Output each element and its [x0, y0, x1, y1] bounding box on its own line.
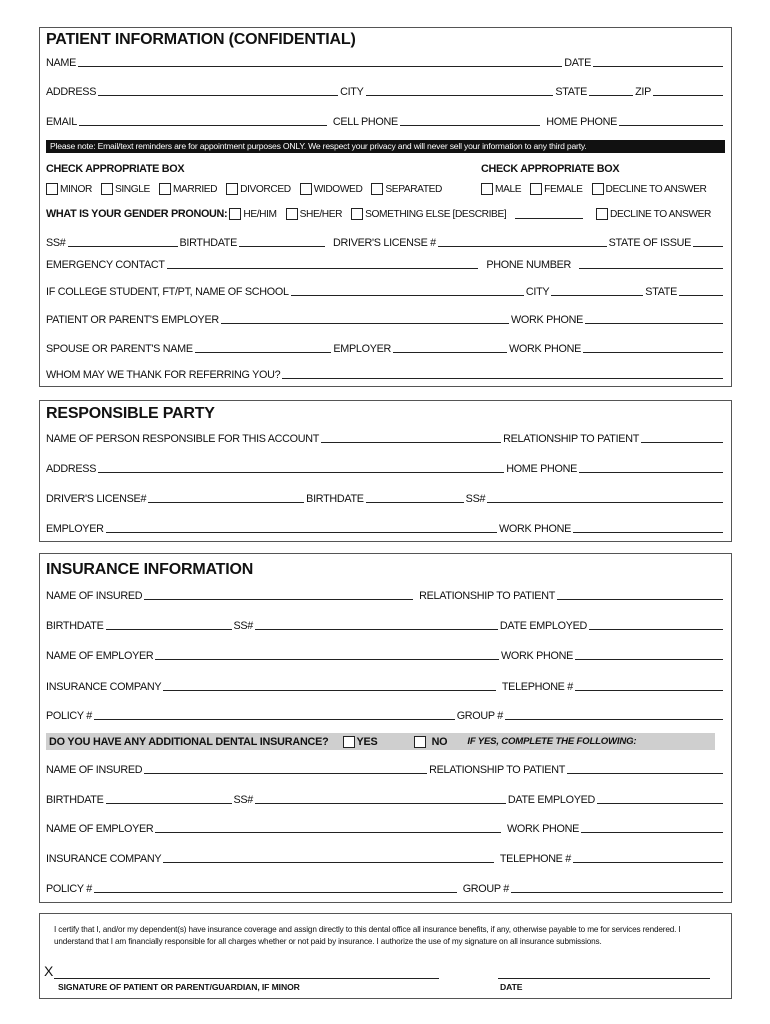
employer-field[interactable]	[221, 323, 509, 324]
city-label: CITY	[340, 86, 364, 98]
insured-employer-label: NAME OF EMPLOYER	[46, 650, 154, 662]
insured-ss-field[interactable]	[255, 629, 498, 630]
responsible-name-label: NAME OF PERSON RESPONSIBLE FOR THIS ACCOUNT	[46, 433, 320, 445]
college-city-field[interactable]	[551, 295, 643, 296]
name-label: NAME	[46, 57, 76, 69]
checkbox-widowed[interactable]	[300, 183, 363, 195]
checkbox-additional-no[interactable]	[414, 736, 448, 748]
insured-date-employed-label: DATE EMPLOYED	[499, 620, 587, 632]
insurance2-telephone-field[interactable]	[573, 862, 723, 863]
cell-phone-field[interactable]	[400, 125, 540, 126]
additional-insurance-question: DO YOU HAVE ANY ADDITIONAL DENTAL INSURANCE?	[49, 735, 329, 748]
responsible-section-title: RESPONSIBLE PARTY	[46, 405, 215, 422]
insurance-policy-label: POLICY #	[46, 710, 93, 722]
checkbox-married[interactable]	[159, 183, 217, 195]
checkbox-square-icon[interactable]	[286, 208, 298, 220]
checkbox-pronoun-decline[interactable]	[596, 208, 711, 220]
insured2-date-employed-field[interactable]	[597, 803, 723, 804]
insurance2-policy-field[interactable]	[94, 892, 457, 893]
insurance-telephone-field[interactable]	[575, 690, 723, 691]
responsible-birthdate-field[interactable]	[366, 502, 464, 503]
checkbox-additional-yes[interactable]	[343, 736, 378, 748]
responsible-ss-label: SS#	[465, 493, 486, 505]
phone-number-label: PHONE NUMBER	[486, 259, 571, 271]
checkbox-label: SEPARATED	[385, 183, 442, 195]
phone-number-field[interactable]	[579, 268, 723, 269]
ss-field[interactable]	[68, 246, 178, 247]
checkbox-square-icon[interactable]	[300, 183, 312, 195]
drivers-license-label: DRIVER'S LICENSE #	[333, 237, 436, 249]
insured2-name-row	[46, 762, 725, 776]
checkbox-square-icon[interactable]	[46, 183, 58, 195]
responsible-address-label: ADDRESS	[46, 463, 97, 475]
referral-label: WHOM MAY WE THANK FOR REFERRING YOU?	[46, 369, 281, 381]
insured2-relationship-field[interactable]	[567, 773, 723, 774]
insured2-date-employed-label: DATE EMPLOYED	[507, 794, 595, 806]
email-field[interactable]	[79, 125, 327, 126]
spouse-name-field[interactable]	[195, 352, 332, 353]
checkbox-square-icon[interactable]	[343, 736, 355, 748]
insured2-birthdate-field[interactable]	[106, 803, 232, 804]
responsible-relationship-field[interactable]	[641, 442, 723, 443]
emergency-contact-label: EMERGENCY CONTACT	[46, 259, 165, 271]
checkbox-he-him[interactable]	[229, 208, 276, 220]
insurance-company-label: INSURANCE COMPANY	[46, 681, 162, 693]
insurance-policy-row	[46, 708, 725, 722]
name-field[interactable]	[78, 66, 562, 67]
insurance-policy-field[interactable]	[94, 719, 455, 720]
checkbox-label: HE/HIM	[243, 208, 277, 220]
responsible-address-field[interactable]	[98, 472, 504, 473]
checkbox-label: SOMETHING ELSE [DESCRIBE]	[365, 208, 507, 220]
signature-label: SIGNATURE OF PATIENT OR PARENT/GUARDIAN, IF MINOR	[58, 982, 300, 992]
patient-information-section	[39, 27, 732, 387]
pronoun-decline-option	[596, 207, 711, 221]
insurance-company-field[interactable]	[163, 690, 496, 691]
signature-field[interactable]	[54, 978, 439, 979]
checkbox-something-else[interactable]	[351, 208, 506, 220]
insurance2-company-label: INSURANCE COMPANY	[46, 853, 162, 865]
insured2-employer-field[interactable]	[155, 832, 501, 833]
certification-section	[39, 913, 732, 999]
cell-phone-label: CELL PHONE	[332, 116, 398, 128]
gender-options	[481, 182, 706, 196]
pronoun-options	[46, 207, 583, 221]
responsible-work-phone-label: WORK PHONE	[499, 523, 571, 535]
responsible-name-row	[46, 431, 725, 445]
birthdate-label: BIRTHDATE	[179, 237, 238, 249]
privacy-notice: Please note: Email/text reminders are for appointment purposes ONLY. We respect your privacy and will never sell your information to any third party.	[46, 140, 725, 153]
spouse-work-phone-label: WORK PHONE	[509, 343, 581, 355]
insurance2-policy-label: POLICY #	[46, 883, 93, 895]
checkbox-separated[interactable]	[371, 183, 442, 195]
responsible-employer-field[interactable]	[106, 532, 497, 533]
insured-name-field[interactable]	[144, 599, 413, 600]
checkbox-square-icon[interactable]	[101, 183, 113, 195]
checkbox-square-icon[interactable]	[530, 183, 542, 195]
city-field[interactable]	[366, 95, 554, 96]
checkbox-label: DIVORCED	[240, 183, 291, 195]
responsible-employer-row	[46, 521, 725, 535]
checkbox-minor[interactable]	[46, 183, 92, 195]
date-label: DATE	[564, 57, 591, 69]
responsible-work-phone-field[interactable]	[573, 532, 723, 533]
insured2-employer-row	[46, 821, 725, 835]
employer-label: PATIENT OR PARENT'S EMPLOYER	[46, 314, 219, 326]
insurance2-company-field[interactable]	[163, 862, 494, 863]
insured-work-phone-label: WORK PHONE	[501, 650, 573, 662]
insurance-section-title: INSURANCE INFORMATION	[46, 561, 254, 578]
checkbox-label: YES	[356, 735, 378, 748]
insured-ss-label: SS#	[233, 620, 254, 632]
responsible-home-phone-field[interactable]	[579, 472, 723, 473]
checkbox-label: SHE/HER	[299, 208, 343, 220]
additional-insurance-bar	[46, 733, 715, 750]
college-field[interactable]	[291, 295, 524, 296]
insured-birthdate-row	[46, 618, 725, 632]
checkbox-square-icon[interactable]	[371, 183, 383, 195]
insured2-birthdate-label: BIRTHDATE	[46, 794, 104, 806]
signature-date-label: DATE	[500, 982, 523, 992]
marital-status-options	[46, 182, 451, 196]
insurance2-policy-row	[46, 881, 725, 895]
state-of-issue-field[interactable]	[693, 246, 723, 247]
checkbox-label: DECLINE TO ANSWER	[605, 183, 707, 195]
insured-birthdate-label: BIRTHDATE	[46, 620, 104, 632]
insured2-birthdate-row	[46, 792, 725, 806]
referral-row	[46, 367, 725, 381]
home-phone-label: HOME PHONE	[546, 116, 617, 128]
checkbox-square-icon[interactable]	[226, 183, 238, 195]
checkbox-square-icon[interactable]	[159, 183, 171, 195]
address-row	[46, 84, 725, 98]
checkbox-label: MINOR	[60, 183, 92, 195]
pronoun-label: WHAT IS YOUR GENDER PRONOUN:	[46, 208, 228, 220]
checkbox-square-icon[interactable]	[229, 208, 241, 220]
checkbox-square-icon[interactable]	[414, 736, 426, 748]
check-box-header-left: CHECK APPROPRIATE BOX	[46, 163, 185, 175]
checkbox-male[interactable]	[481, 183, 521, 195]
insured2-ss-label: SS#	[233, 794, 254, 806]
insured2-ss-field[interactable]	[255, 803, 506, 804]
name-date-row	[46, 55, 725, 69]
ss-label: SS#	[46, 237, 66, 249]
spouse-work-phone-field[interactable]	[583, 352, 723, 353]
spouse-employer-label: EMPLOYER	[333, 343, 392, 355]
checkbox-square-icon[interactable]	[592, 183, 604, 195]
insured-employer-row	[46, 648, 725, 662]
spouse-employer-field[interactable]	[393, 352, 507, 353]
college-state-field[interactable]	[679, 295, 723, 296]
insured2-relationship-label: RELATIONSHIP TO PATIENT	[429, 764, 565, 776]
insurance2-group-label: GROUP #	[462, 883, 509, 895]
responsible-license-label: DRIVER'S LICENSE#	[46, 493, 147, 505]
checkbox-square-icon[interactable]	[596, 208, 608, 220]
checkbox-female[interactable]	[530, 183, 582, 195]
responsible-name-field[interactable]	[321, 442, 501, 443]
insured-name-label: NAME OF INSURED	[46, 590, 143, 602]
insured-name-row	[46, 588, 725, 602]
responsible-employer-label: EMPLOYER	[46, 523, 104, 535]
zip-field[interactable]	[653, 95, 723, 96]
responsible-party-section	[39, 400, 732, 542]
insurance-group-label: GROUP #	[456, 710, 503, 722]
zip-label: ZIP	[635, 86, 651, 98]
checkbox-square-icon[interactable]	[351, 208, 363, 220]
checkbox-square-icon[interactable]	[481, 183, 493, 195]
insurance2-group-field[interactable]	[511, 892, 723, 893]
college-city-label: CITY	[525, 286, 550, 298]
state-label: STATE	[555, 86, 588, 98]
email-row	[46, 114, 725, 128]
if-yes-instruction: IF YES, COMPLETE THE FOLLOWING:	[467, 736, 637, 747]
insured2-name-field[interactable]	[144, 773, 427, 774]
work-phone-field[interactable]	[585, 323, 723, 324]
emergency-contact-field[interactable]	[167, 268, 479, 269]
responsible-license-field[interactable]	[148, 502, 304, 503]
drivers-license-field[interactable]	[438, 246, 607, 247]
spouse-name-label: SPOUSE OR PARENT'S NAME	[46, 343, 193, 355]
signature-date-field[interactable]	[498, 978, 710, 979]
responsible-home-phone-label: HOME PHONE	[506, 463, 577, 475]
responsible-ss-field[interactable]	[487, 502, 723, 503]
college-row	[46, 284, 725, 298]
birthdate-field[interactable]	[239, 246, 325, 247]
insured-employer-field[interactable]	[155, 659, 499, 660]
insured-relationship-field[interactable]	[557, 599, 723, 600]
checkbox-label: NO	[431, 735, 448, 748]
state-of-issue-label: STATE OF ISSUE	[608, 237, 691, 249]
insurance2-company-row	[46, 851, 725, 865]
insurance2-telephone-label: TELEPHONE #	[499, 853, 571, 865]
checkbox-label: DECLINE TO ANSWER	[610, 208, 711, 220]
emergency-contact-row	[46, 257, 725, 271]
ss-birthdate-license-row	[46, 235, 725, 249]
patient-section-title: PATIENT INFORMATION (CONFIDENTIAL)	[46, 31, 356, 48]
insured-date-employed-field[interactable]	[589, 629, 723, 630]
pronoun-describe-field[interactable]	[515, 218, 583, 219]
insured2-name-label: NAME OF INSURED	[46, 764, 143, 776]
checkbox-label: FEMALE	[544, 183, 583, 195]
responsible-relationship-label: RELATIONSHIP TO PATIENT	[503, 433, 639, 445]
responsible-address-row	[46, 461, 725, 475]
insurance-telephone-label: TELEPHONE #	[501, 681, 573, 693]
checkbox-divorced[interactable]	[226, 183, 291, 195]
insurance-information-section	[39, 553, 732, 903]
checkbox-label: MALE	[495, 183, 522, 195]
employer-row	[46, 312, 725, 326]
spouse-row	[46, 341, 725, 355]
checkbox-she-her[interactable]	[286, 208, 343, 220]
home-phone-field[interactable]	[619, 125, 723, 126]
address-field[interactable]	[98, 95, 338, 96]
signature-x-mark: X	[44, 963, 54, 979]
insured2-work-phone-label: WORK PHONE	[507, 823, 579, 835]
certification-text: I certify that I, and/or my dependent(s) have insurance coverage and assign directly to this dental office all insurance benefits, if any, otherwise payable to me for services rendered. I understand that I am financially responsible for all charges whether or not paid by insurance. I authorize the use of my signature on all insurance submissions.	[54, 925, 681, 946]
state-field[interactable]	[589, 95, 633, 96]
insurance-group-field[interactable]	[505, 719, 723, 720]
insurance-company-row	[46, 679, 725, 693]
responsible-birthdate-label: BIRTHDATE	[306, 493, 364, 505]
insured2-employer-label: NAME OF EMPLOYER	[46, 823, 154, 835]
college-label: IF COLLEGE STUDENT, FT/PT, NAME OF SCHOOL	[46, 286, 289, 298]
checkbox-single[interactable]	[101, 183, 150, 195]
address-label: ADDRESS	[46, 86, 97, 98]
insured-work-phone-field[interactable]	[575, 659, 723, 660]
insured2-work-phone-field[interactable]	[581, 832, 723, 833]
check-box-header-right: CHECK APPROPRIATE BOX	[481, 163, 620, 175]
checkbox-label: WIDOWED	[313, 183, 363, 195]
responsible-license-row	[46, 491, 725, 505]
date-field[interactable]	[593, 66, 723, 67]
insured-birthdate-field[interactable]	[106, 629, 232, 630]
checkbox-label: SINGLE	[114, 183, 150, 195]
checkbox-label: MARRIED	[172, 183, 218, 195]
work-phone-label: WORK PHONE	[511, 314, 583, 326]
email-label: EMAIL	[46, 116, 77, 128]
insured-relationship-label: RELATIONSHIP TO PATIENT	[419, 590, 555, 602]
college-state-label: STATE	[645, 286, 677, 298]
checkbox-gender-decline[interactable]	[592, 183, 707, 195]
referral-field[interactable]	[282, 378, 723, 379]
